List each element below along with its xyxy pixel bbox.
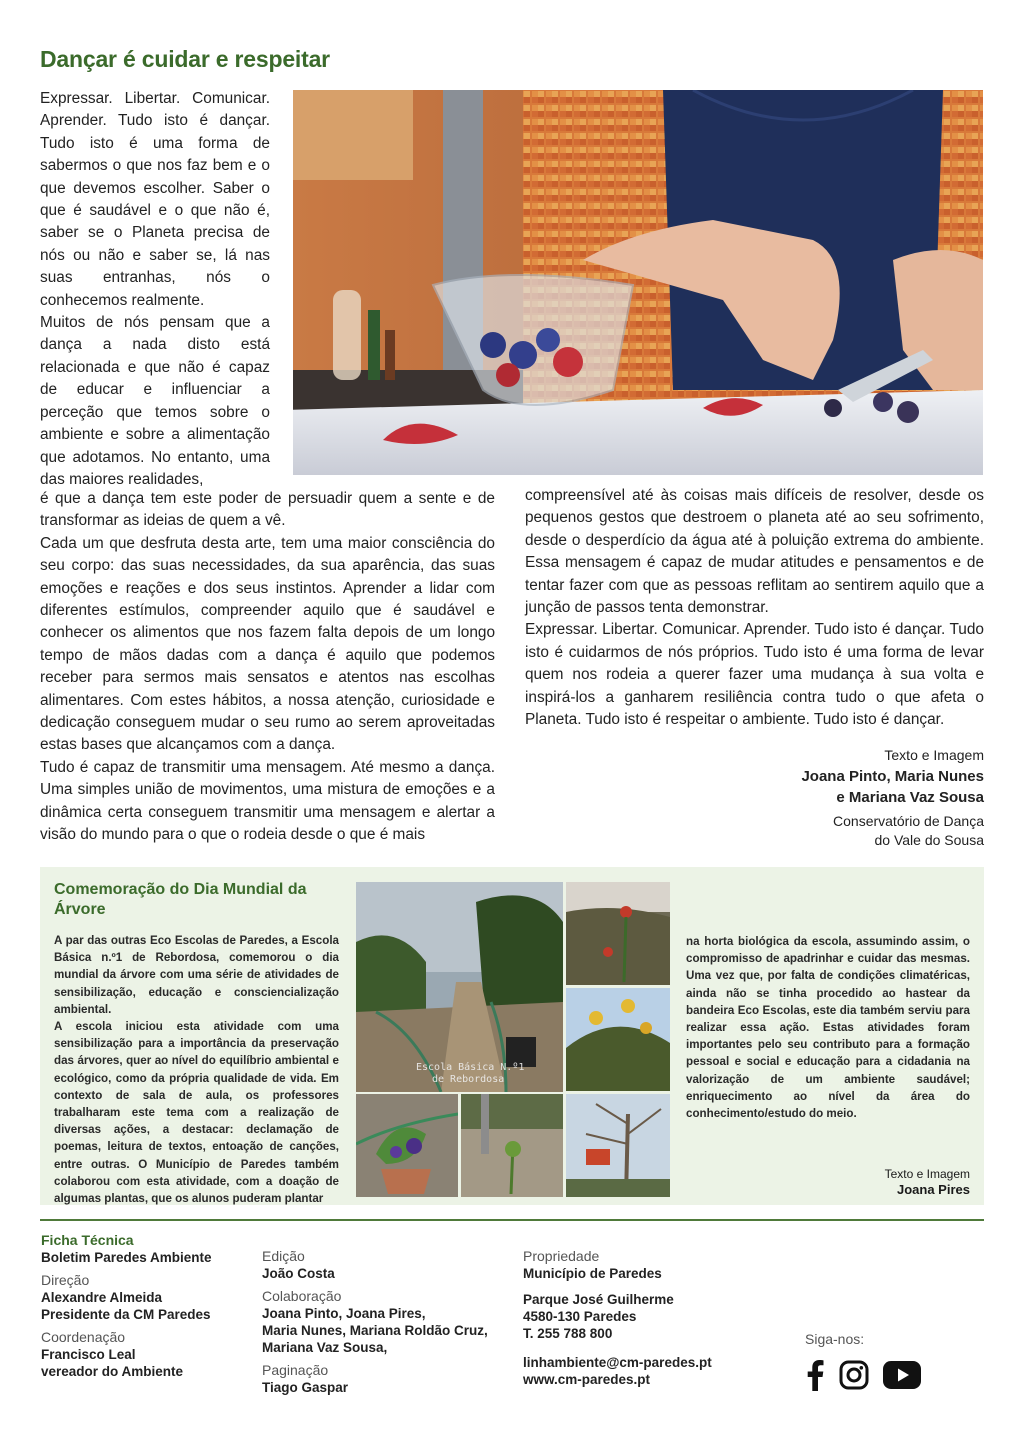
ficha-tecnica-value: Boletim Paredes Ambiente xyxy=(41,1250,212,1265)
tree-day-credit-label: Texto e Imagem xyxy=(884,1167,970,1181)
article-paragraph: Muitos de nós pensam que a dança a nada disto está relacionada e que não é capaz de educar e influenciar a perceção que temos sobre o ambiente e sobre a alimentação que adotamos. No entanto, uma das maiores realidades, xyxy=(40,314,270,488)
colaboracao-value: Mariana Vaz Sousa, xyxy=(262,1340,388,1355)
colaboracao-value: Joana Pinto, Joana Pires, xyxy=(262,1306,426,1321)
photo-caption-line: de Rebordosa xyxy=(432,1074,505,1085)
article-column-3 xyxy=(525,485,984,731)
paginacao-value: Tiago Gaspar xyxy=(262,1380,349,1395)
address-line: Parque José Guilherme xyxy=(523,1292,674,1307)
youtube-icon[interactable] xyxy=(883,1361,921,1394)
article-paragraph: é que a dança tem este poder de persuadir quem a sente e de transformar as ideias de quem a vê. xyxy=(40,490,495,530)
credit-org-line: Conservatório de Dança xyxy=(833,813,984,829)
article-column-2 xyxy=(40,488,495,847)
planting-photo xyxy=(461,1094,563,1197)
facebook-icon[interactable] xyxy=(805,1359,825,1396)
coordenacao-value: Francisco Leal xyxy=(41,1347,136,1362)
article-paragraph: Tudo é capaz de transmitir uma mensagem. Até mesmo a dança. Uma simples união de movimentos, uma mistura de emoções e a dinâmica certa conseguem transmitir uma mensagem e alertar a visão do mundo para o que o rodeia desde o que é mais xyxy=(40,758,495,844)
email-link[interactable]: linhambiente@cm-paredes.pt xyxy=(523,1355,712,1370)
garden-path-photo xyxy=(356,882,563,1092)
article-paragraph: compreensível até às coisas mais difíceis de resolver, desde os pequenos gestos que destroem o planeta até ao seu sofrimento, desde o desperdício da água até à poluição extrema do ambiente. Essa mensagem é capaz de mudar atitudes e pensamentos e de tentar fazer com que as pessoas reflitam ao sentirem aquilo que a junção de passos tenta demonstrar. xyxy=(525,487,984,617)
article-column-1 xyxy=(40,88,270,491)
instagram-icon[interactable] xyxy=(839,1360,869,1395)
ficha-tecnica-label: Ficha Técnica xyxy=(41,1232,134,1248)
phone-number: T. 255 788 800 xyxy=(523,1326,613,1341)
tree-day-credit xyxy=(885,1166,970,1198)
edicao-label: Edição xyxy=(262,1248,305,1264)
direcao-label: Direção xyxy=(41,1272,90,1288)
edicao-value: João Costa xyxy=(262,1266,335,1281)
tree-day-title: Comemoração do Dia Mundial da Árvore xyxy=(54,881,307,918)
tree-day-credit-name: Joana Pires xyxy=(897,1182,970,1197)
paginacao-label: Paginação xyxy=(262,1362,329,1378)
direcao-value: Presidente da CM Paredes xyxy=(41,1307,211,1322)
colaboracao-value: Maria Nunes, Mariana Roldão Cruz, xyxy=(262,1323,488,1338)
school-garden-collage xyxy=(356,882,670,1197)
dance-food-photo xyxy=(293,90,983,475)
credit-label: Texto e Imagem xyxy=(884,747,984,763)
article-paragraph: Expressar. Libertar. Comunicar. Aprender. Tudo isto é dançar. Tudo isto é uma forma de sabermos o que nos faz bem e o que devemos escolher. Saber o que é saudável e o que não é, saber se o Planeta precisa de nós ou não e saber se, lá nas suas entranhas, nós o conhecemos realmente. xyxy=(40,90,270,309)
footer-column-3 xyxy=(523,1248,753,1388)
photo-caption-line: Escola Básica N.º1 xyxy=(416,1062,525,1073)
credit-authors: Joana Pinto, Maria Nunes xyxy=(801,768,984,785)
tree-day-paragraph: A par das outras Eco Escolas de Paredes, a Escola Básica n.º1 de Rebordosa, comemorou o dia mundial da árvore com uma série de atividades de sensibilização, educação e consciencialização ambiental. xyxy=(54,934,339,1016)
pansy-pot-photo xyxy=(356,1094,458,1197)
article-paragraph: Expressar. Libertar. Comunicar. Aprender. Tudo isto é dançar. Tudo isto é cuidarmos de nós próprios. Tudo isto é uma forma de levar quem nos rodeia a querer fazer uma mudança à sua volta e inspirá-los a ganharem resiliência contra tudo o que afeta o Planeta. Tudo isto é respeitar o ambiente. Tudo isto é dançar. xyxy=(525,621,984,729)
website-link[interactable]: www.cm-paredes.pt xyxy=(523,1372,651,1387)
tree-day-paragraph: A escola iniciou esta atividade com uma sensibilização para a importância da preservação das árvores, quer ao nível do equilíbrio ambiental e ecológico, como da própria qualidade de vida. Em contexto de sala de aula, os professores trabalharam este tema com a realização de diversas ações, a destacar: declamação de poemas, leitura de textos, entoação de canções, entre outras. O Município de Paredes também colaborou com esta atividade, com a doação de algumas plantas, que os alunos puderam plantar xyxy=(54,1020,339,1206)
article-title: Dançar é cuidar e respeitar xyxy=(40,46,330,72)
social-links xyxy=(805,1331,945,1396)
tree-day-column-1 xyxy=(54,932,339,1207)
credit-organization xyxy=(684,812,984,850)
direcao-value: Alexandre Almeida xyxy=(41,1290,163,1305)
protea-photo xyxy=(566,988,670,1091)
bird-feeder-photo xyxy=(566,1094,670,1197)
tree-day-column-2: na horta biológica da escola, assumindo assim, o compromisso de apadrinhar e cuidar das mesmas. Uma vez que, por falta de condições climatéricas, ainda não se tinha procedido ao hastear da bandeira Eco Escolas, este dia também serviu para realizar essa ação. Estas atividades foram importantes pelo seu contributo para a formação pessoal e social e educação para a cidadania na valorização de um ambiente saudável; enriquecimento ao nível da área do conhecimento/estudo do meio. xyxy=(686,935,970,1121)
credit-authors: e Mariana Vaz Sousa xyxy=(836,789,984,806)
address-line: 4580-130 Paredes xyxy=(523,1309,637,1324)
footer-column-2 xyxy=(262,1248,502,1396)
tree-day-box xyxy=(40,867,984,1205)
article-credit xyxy=(684,745,984,850)
credit-org-line: do Vale do Sousa xyxy=(874,832,984,848)
propriedade-label: Propriedade xyxy=(523,1248,600,1264)
article-paragraph: Cada um que desfruta desta arte, tem uma maior consciência do seu corpo: das suas necessidades, da sua aparência, das suas emoções e reações e dos seus instintos. Aprender a lidar com diferentes estímulos, compreender aquilo que é saudável e conhecer os alimentos que nos fazem falta depois de um longo tempo de mãos dadas com a dança é aquilo que podemos receber para sermos mais sensatos e atentos nas escolhas alimentares. Com estes hábitos, a nossa atenção, curiosidade e dedicação conseguem mudar o seu rumo ao serem aproveitadas estas bases que alcançamos com a dança. xyxy=(40,534,495,754)
footer-divider xyxy=(40,1219,984,1221)
coordenacao-label: Coordenação xyxy=(41,1329,126,1345)
footer-column-1 xyxy=(41,1232,251,1380)
coordenacao-value: vereador do Ambiente xyxy=(41,1364,184,1379)
flower-photo xyxy=(566,882,670,985)
colaboracao-label: Colaboração xyxy=(262,1288,342,1304)
follow-label: Siga-nos: xyxy=(805,1331,865,1347)
propriedade-value: Município de Paredes xyxy=(523,1266,662,1281)
